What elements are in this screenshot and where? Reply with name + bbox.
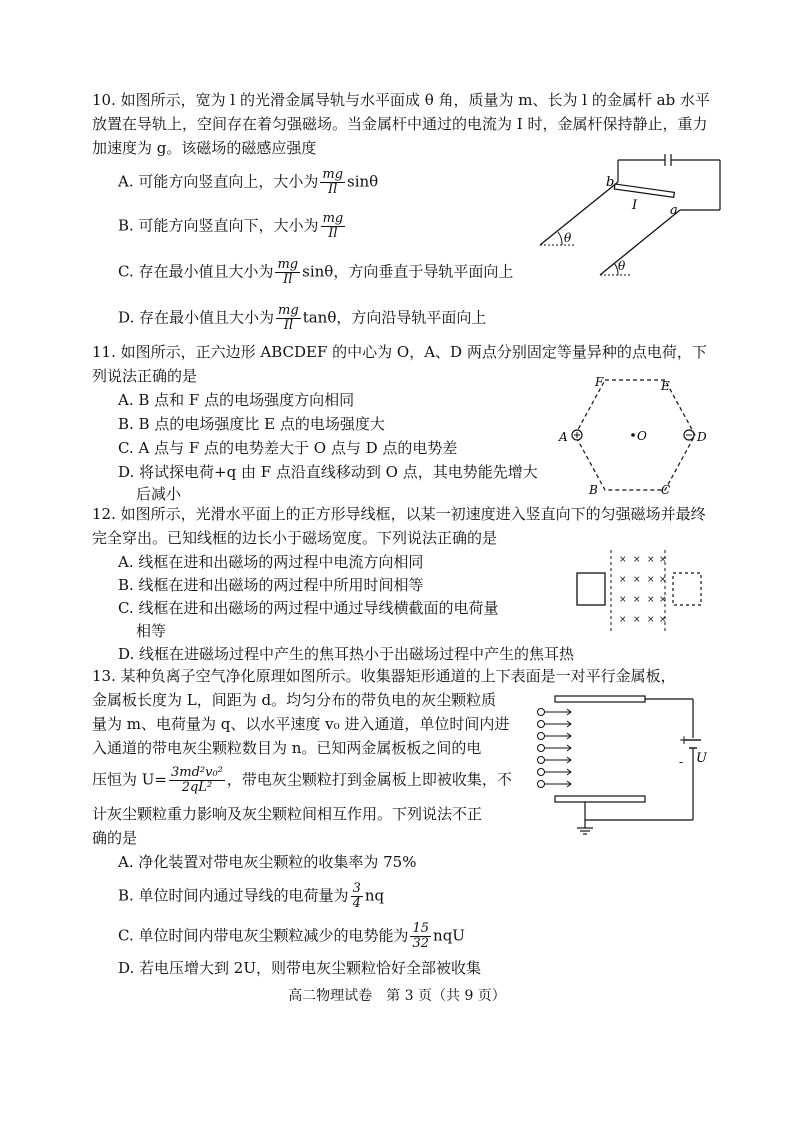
q13-top-plate <box>555 696 645 702</box>
q10-option-b <box>118 212 347 241</box>
q10-angle-1: θ <box>564 231 572 245</box>
q11-label-B: B <box>589 483 598 497</box>
q10-a-text: A. 可能方向竖直向上，大小为 <box>118 172 319 191</box>
q10-a-num: mg <box>322 167 344 182</box>
q13-line6: 计灰尘颗粒重力影响及灰尘颗粒间相互作用。下列说法不正 <box>92 805 483 823</box>
q10-stem: 10. 如图所示，宽为 l 的光滑金属导轨与水平面成 θ 角，质量为 m、长为 l 的金属杆 ab 水平放置在导轨上，空间存在着匀强磁场。当金属杆中通过的电流为 I 时，金属杆保持静止，重力加速度为 g。该磁场的磁感应强度 <box>92 91 710 157</box>
q10-a-den: Il <box>328 182 338 197</box>
q10-d-fraction <box>276 304 301 333</box>
q13-bottom-plate <box>555 796 645 802</box>
q10-b-num: mg <box>322 211 344 226</box>
q11-label-C: C <box>661 483 671 497</box>
q13-voltage-fraction <box>169 766 225 795</box>
q12-option-c-line1: C. 线框在进和出磁场的两过程中通过导线横截面的电荷量 <box>118 599 499 617</box>
q10-label-current: I <box>632 198 638 213</box>
q11-hexagon-diagram <box>555 370 725 500</box>
svg-text:×: × <box>647 595 655 605</box>
q13-line3: 量为 m、电荷量为 q、以水平速度 v₀ 进入通道，单位时间内进 <box>92 715 510 733</box>
svg-text:×: × <box>619 595 627 605</box>
q13-b-num: 3 <box>352 881 361 896</box>
q13-minus-sign: - <box>679 755 684 769</box>
q11-option-c: C. A 点与 F 点的电势差大于 O 点与 D 点的电势差 <box>118 439 458 457</box>
q12-option-d: D. 线框在进磁场过程中产生的焦耳热小于出磁场过程中产生的焦耳热 <box>118 645 575 663</box>
q10-d-num: mg <box>278 303 299 318</box>
q11-label-O: O <box>637 429 647 443</box>
q13-voltage-post: ，带电灰尘颗粒打到金属板上即被收集，不 <box>226 770 512 789</box>
q10-d-text: D. 存在最小值且大小为 <box>118 308 275 327</box>
q10-label-a: a <box>670 203 678 218</box>
q13-line7: 确的是 <box>92 829 138 847</box>
q10-c-num: mg <box>277 257 299 272</box>
q10-label-b: b <box>606 175 615 190</box>
q10-option-c <box>118 258 513 287</box>
q10-a-post: sinθ <box>347 172 379 191</box>
svg-text:×: × <box>633 615 641 625</box>
q13-option-c <box>118 922 465 951</box>
q10-d-den: Il <box>283 318 293 333</box>
q13-line2: 金属板长度为 L，间距为 d。均匀分布的带负电的灰尘颗粒质 <box>92 691 497 709</box>
q10-c-post: sinθ，方向垂直于导轨平面向上 <box>302 262 514 281</box>
q10-b-den: Il <box>328 226 338 241</box>
q13-collector-diagram <box>535 690 705 840</box>
svg-text:×: × <box>659 555 667 565</box>
q10-c-fraction <box>275 258 300 287</box>
svg-text:×: × <box>633 575 641 585</box>
q13-line4: 入通道的带电灰尘颗粒数目为 n。已知两金属板板之间的电 <box>92 739 482 757</box>
q13-line1: 13. 某种负离子空气净化原理如图所示。收集器矩形通道的上下表面是一对平行金属板， <box>92 667 676 685</box>
q13-b-fraction <box>351 882 363 911</box>
svg-text:×: × <box>647 575 655 585</box>
q13-c-fraction <box>410 922 431 951</box>
svg-text:×: × <box>659 615 667 625</box>
q10-rail-diagram <box>530 150 730 280</box>
svg-text:×: × <box>659 575 667 585</box>
q13-voltage-label: U <box>696 751 707 766</box>
svg-text:×: × <box>633 595 641 605</box>
q12-magnetic-field-diagram <box>575 548 715 638</box>
q12-field-crosses <box>619 555 667 625</box>
q11-option-d-line2: 后减小 <box>136 485 182 503</box>
q13-b-post: nq <box>364 886 385 905</box>
q10-c-den: Il <box>283 272 293 287</box>
q10-option-a <box>118 168 378 197</box>
q12-option-b: B. 线框在进和出磁场的两过程中所用时间相等 <box>118 576 424 594</box>
q11-label-F: F <box>595 375 604 389</box>
q13-c-text: C. 单位时间内带电灰尘颗粒减少的电势能为 <box>118 926 409 945</box>
q11-label-D: D <box>697 430 707 444</box>
q13-c-den: 32 <box>412 936 430 951</box>
q11-stem: 11. 如图所示，正六边形 ABCDEF 的中心为 O，A、D 两点分别固定等量异种的点电荷，下列说法正确的是 <box>92 343 707 385</box>
q10-b-text: B. 可能方向竖直向下，大小为 <box>118 216 319 235</box>
q12-stem: 12. 如图所示，光滑水平面上的正方形导线框，以某一初速度进入竖直向下的匀强磁场并最终完全穿出。已知线框的边长小于磁场宽度。下列说法正确的是 <box>92 505 706 547</box>
svg-text:×: × <box>647 615 655 625</box>
q13-voltage-num: 3md²v₀² <box>170 765 223 780</box>
q13-option-d: D. 若电压增大到 2U，则带电灰尘颗粒恰好全部被收集 <box>118 959 481 977</box>
q13-voltage-pre: 压恒为 U= <box>92 770 167 789</box>
svg-text:×: × <box>647 555 655 565</box>
q11-option-d-line1: D. 将试探电荷+q 由 F 点沿直线移动到 O 点，其电势能先增大 <box>118 463 538 481</box>
q11-option-b: B. B 点的电场强度比 E 点的电场强度大 <box>118 415 385 433</box>
q11-label-E: E <box>661 379 670 393</box>
q10-a-fraction <box>320 168 345 197</box>
q10-c-text: C. 存在最小值且大小为 <box>118 262 274 281</box>
svg-text:×: × <box>619 615 627 625</box>
q13-c-post: nqU <box>433 926 465 945</box>
q13-option-a: A. 净化装置对带电灰尘颗粒的收集率为 75% <box>118 853 417 871</box>
q13-particle-stream <box>538 709 572 788</box>
q12-loop-end <box>673 573 701 605</box>
q10-angle-2: θ <box>618 259 626 273</box>
svg-text:×: × <box>659 595 667 605</box>
q11-option-a: A. B 点和 F 点的电场强度方向相同 <box>118 391 355 409</box>
q13-b-den: 4 <box>352 896 361 911</box>
svg-text:×: × <box>633 555 641 565</box>
q13-plus-sign: + <box>679 733 690 747</box>
q13-voltage-den: 2qL² <box>181 780 213 795</box>
q10-option-d <box>118 304 486 333</box>
q12-loop-start <box>577 573 605 605</box>
q13-b-text: B. 单位时间内通过导线的电荷量为 <box>118 886 349 905</box>
q12-option-a: A. 线框在进和出磁场的两过程中电流方向相同 <box>118 553 424 571</box>
q10-d-post: tanθ，方向沿导轨平面向上 <box>302 308 487 327</box>
q12-option-c-line2: 相等 <box>136 622 167 640</box>
svg-text:×: × <box>619 555 627 565</box>
q13-c-num: 15 <box>412 921 430 936</box>
svg-text:×: × <box>619 575 627 585</box>
q10-b-fraction <box>321 212 346 241</box>
page-footer: 高二物理试卷 第 3 页（共 9 页） <box>288 988 506 1004</box>
q11-label-A: A <box>559 430 568 444</box>
q13-option-b <box>118 882 384 911</box>
